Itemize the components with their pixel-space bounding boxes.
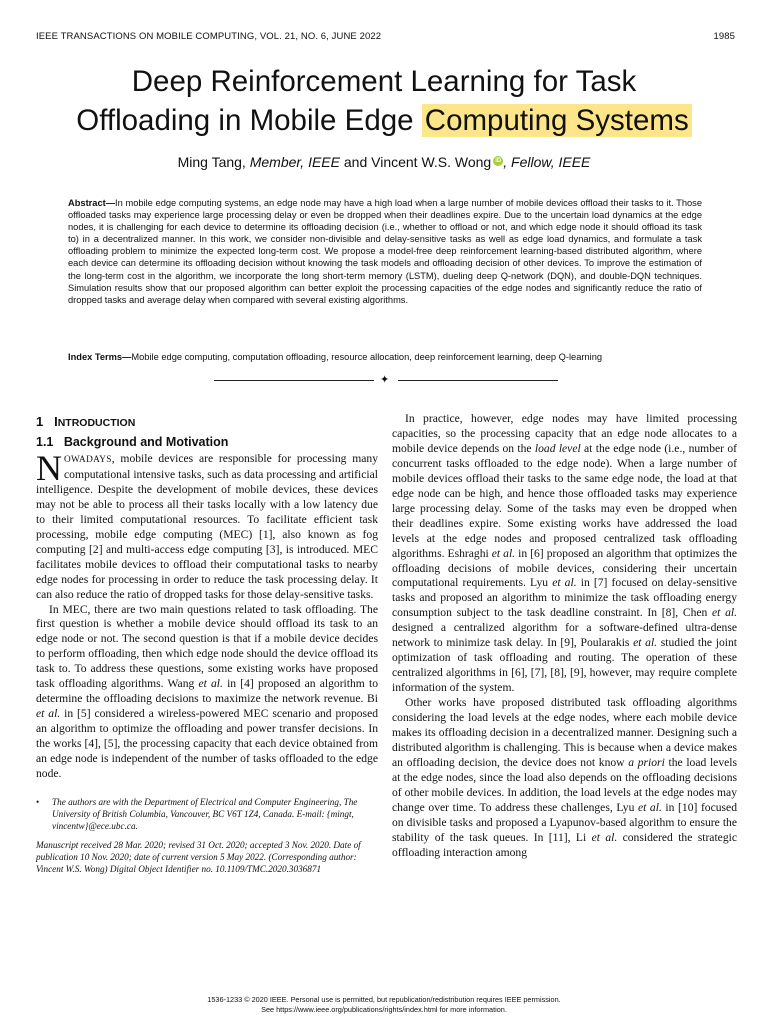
divider-line-right <box>398 380 558 381</box>
manuscript-info: Manuscript received 28 Mar. 2020; revised 31 Oct. 2020; accepted 3 Nov. 2020. Date of publication 10 Nov. 2020; date of current version 5 May 2022. (Corresponding author: Vincent W.S. Wong) Digital Object Identifier no. 10.1109/TMC.2020.3036871 <box>36 839 361 874</box>
paragraph <box>36 603 378 782</box>
title-line-2 <box>0 101 768 140</box>
paragraph-text: in [4] proposed an algorithm to determine the offloading decisions to maximize the network revenue. Bi <box>36 677 378 706</box>
affiliation-footnote <box>36 796 378 833</box>
section-divider <box>214 373 558 387</box>
citation-etal: et al. <box>491 546 516 560</box>
index-terms <box>68 351 702 363</box>
paragraph-text: the load levels at the edge nodes, since the load also depends on the offloading decisions of other mobile devices. In addition, the load levels at the edge nodes may change over time. To address these challenges, Lyu <box>392 755 737 814</box>
paragraph-text: In MEC, there are two main questions related to task offloading. The first question is whether a mobile device should offload its task to an edge node or not. The second question is that if a mobile device decides to perform offloading, then which edge node should the device offload its task to. To address these questions, some existing works have proposed task offloading algorithms. Wang <box>36 602 378 691</box>
author-1: Ming Tang, <box>177 154 250 170</box>
abstract <box>68 197 702 306</box>
right-column <box>392 412 737 861</box>
paragraph-text: considered the strategic offloading interaction among <box>392 830 737 859</box>
section-number: 1 <box>36 414 44 429</box>
journal-info: IEEE TRANSACTIONS ON MOBILE COMPUTING, VOL. 21, NO. 6, JUNE 2022 <box>36 31 382 42</box>
author-line <box>0 154 768 170</box>
section-title-rest: NTRODUCTION <box>57 417 136 429</box>
highlighted-text: Computing Systems <box>422 104 692 137</box>
orcid-icon[interactable]: iD <box>495 158 502 164</box>
paragraph-text: designed a centralized algorithm for a software-defined ultra-dense network to minimize task delay. In [9], Poularakis <box>392 621 737 650</box>
title-line-1: Deep Reinforcement Learning for Task <box>131 65 637 98</box>
paragraph-text: in [10] focused on divisible tasks and proposed a Lyapunov-based algorithm to ensure the stability of the task queues. In [11], Li <box>392 800 737 844</box>
paragraph <box>36 448 378 603</box>
bullet-icon: • <box>36 796 40 807</box>
copyright-notice <box>0 995 768 1014</box>
section-title-initial: I <box>54 414 58 429</box>
divider-line-left <box>214 380 374 381</box>
title-line-2-text: Offloading in Mobile Edge <box>76 104 422 137</box>
paragraph-text: , mobile devices are responsible for processing many computational intensive tasks, such as data processing and artificial intelligence. Despite the development of mobile devices, these devices may not be able to process all their tasks locally with a low latency due to their limited computational resources. To facilitate efficient task processing, mobile edge computing (MEC) [1], also known as fog computing [2] and multi-access edge computing [3], is introduced. MEC facilitates mobile devices to offload their computational tasks to nearby edge nodes for processing in order to reduce the task processing delay. It can also reduce the ratio of dropped tasks for those delay-sensitive tasks. <box>36 452 378 601</box>
citation-etal: et al. <box>637 800 662 814</box>
paragraph <box>392 696 737 860</box>
drop-cap: N <box>36 448 62 488</box>
citation-etal: et al. <box>633 636 658 650</box>
citation-etal: et al. <box>36 707 61 721</box>
abstract-text: In mobile edge computing systems, an edge node may have a high load when a large number of mobile devices offload their tasks to it. Those offloaded tasks may experience large processing delay or even be dropped when their deadlines expire. Due to the uncertain load dynamics at the edge nodes, it is challenging for each device to determine its offloading decision (i.e., whether to offload or not, and which edge node it should offload its task to) in a decentralized manner. In this work, we consider non-divisible and delay-sensitive tasks as well as edge load dynamics, and formulate a task offloading problem to minimize the expected long-term cost. We propose a model-free deep reinforcement learning-based distributed algorithm, where each device can determine its offloading decision without knowing the task models and offloading decision of other devices. To improve the estimation of the long-term cost in the algorithm, we incorporate the long short-term memory (LSTM), dueling deep Q-network (DQN), and double-DQN techniques. Simulation results show that our proposed algorithm can better exploit the processing capacities of the edge nodes and significantly reduce the ratio of dropped tasks and average delay when compared with several existing algorithms. <box>68 198 702 305</box>
author-2-role: , Fellow, IEEE <box>503 154 591 170</box>
index-terms-dash: — <box>122 352 132 362</box>
author-1-role: Member, IEEE <box>249 154 340 170</box>
paragraph-text: at the edge node (i.e., number of concurrent tasks offloaded to the edge node). When a large number of mobile devices offload their tasks to the same edge node, the load at that edge node can be high, and hence those offloaded tasks may experience large processing delay. Some of the tasks may even be dropped when their deadlines expire. Some existing works have addressed the load levels at the edge nodes and proposed centralized task offloading algorithms. Eshraghi <box>392 441 737 560</box>
subsection-heading <box>36 432 378 452</box>
divider-ornament-icon: ✦ <box>380 374 390 386</box>
subsection-title: Background and Motivation <box>63 435 229 449</box>
citation-etal: et al. <box>198 677 223 691</box>
abstract-label: Abstract <box>68 198 106 208</box>
section-heading <box>36 412 378 432</box>
copyright-line-2: See https://www.ieee.org/publications/rights/index.html for more information. <box>261 1004 507 1014</box>
paragraph-text: in [5] considered a wireless-powered MEC scenario and proposed an algorithm to optimize the offloading and power transfer decisions. In the works [4], [5], the processing capacity that each device obtained from an edge node is independent of the number of tasks offloaded to the edge node. <box>36 707 379 781</box>
affiliation-text: The authors are with the Department of Electrical and Computer Engineering, The University of British Columbia, Vancouver, BC V6T 1Z4, Canada. E-mail: {mingt, vincentw}@ece.ubc.ca. <box>52 796 358 832</box>
paragraph-text: studied the joint optimization of task offloading and routing. The operation of these centralized algorithms in [6], [7], [8], [9], however, may require complete information of the system. <box>392 636 738 695</box>
emphasis-text: a priori <box>628 755 665 769</box>
index-terms-label: Index Terms <box>68 352 123 362</box>
emphasis-text: load level <box>534 441 581 455</box>
citation-etal: et al. <box>591 830 618 844</box>
left-column <box>36 412 378 875</box>
index-terms-text: Mobile edge computing, computation offloading, resource allocation, deep reinforcement learning, deep Q-learning <box>131 352 603 362</box>
author-2: and Vincent W.S. Wong <box>339 154 492 170</box>
paper-title <box>0 62 768 140</box>
paragraph-text: in [6] proposed an algorithm that optimizes the offloading decisions of mobile devices, considering their uncertain computational requirements. Lyu <box>392 546 737 590</box>
citation-etal: et al. <box>712 606 737 620</box>
paragraph-text: in [7] focused on delay-sensitive tasks and proposed an algorithm to minimize the task offloading energy consumption subject to the task deadline constraint. In [8], Chen <box>392 576 737 620</box>
running-header <box>36 31 735 45</box>
footnotes <box>36 796 378 875</box>
page-number: 1985 <box>713 31 735 42</box>
paragraph <box>392 412 737 696</box>
copyright-line-1: 1536-1233 © 2020 IEEE. Personal use is permitted, but republication/redistribution requires IEEE permission. <box>207 995 561 1004</box>
citation-etal: et al. <box>552 576 577 590</box>
subsection-number: 1.1 <box>36 435 54 449</box>
paragraph-text: In practice, however, edge nodes may have limited processing capacities, so the processing capacity that an edge node allocates to a mobile device depends on the <box>392 412 737 455</box>
paragraph-text: Other works have proposed distributed task offloading algorithms considering the load levels at the edge nodes, where each mobile device makes its offloading decision in a decentralized manner. Designing such a distributed algorithm is challenging. This is because when a device makes an offloading decision, the device does not know <box>392 696 737 769</box>
abstract-dash: — <box>105 198 116 208</box>
smallcaps-word: OWADAYS <box>64 455 112 465</box>
